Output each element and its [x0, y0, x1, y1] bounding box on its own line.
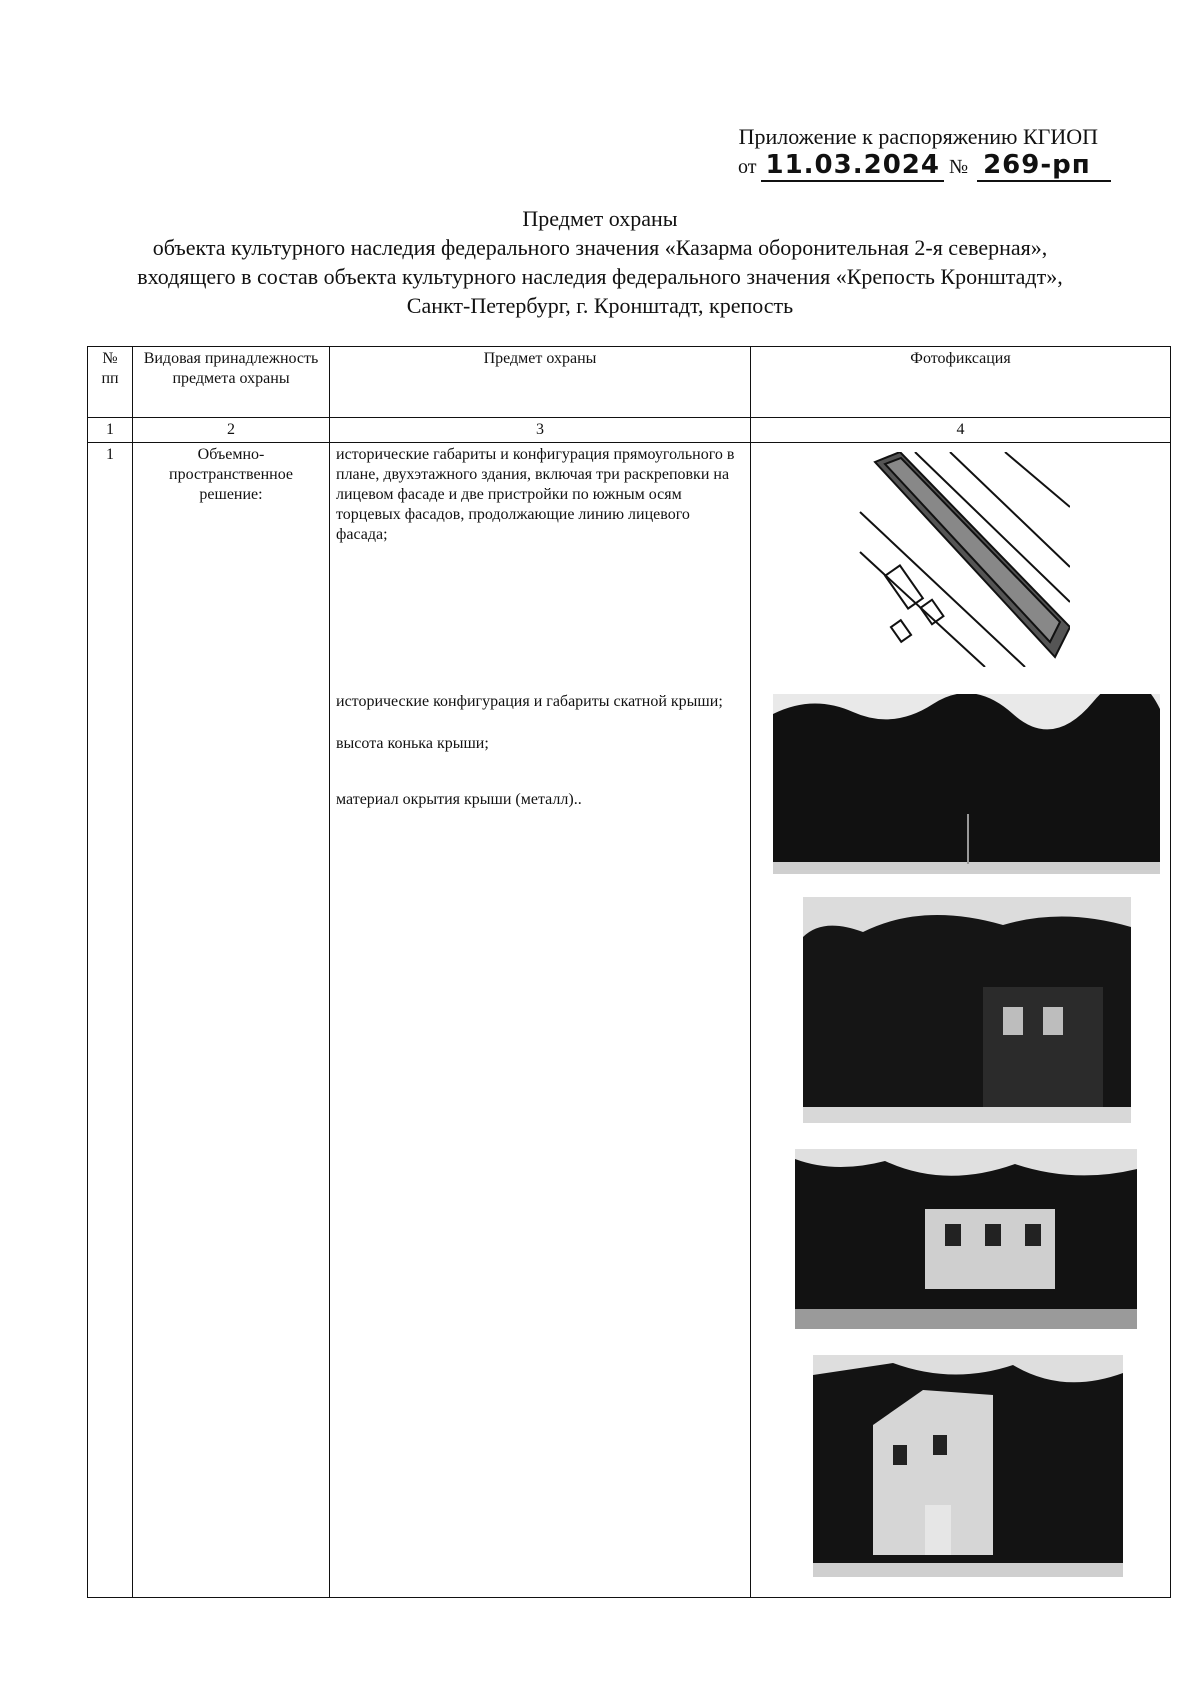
colnum-1: 1 — [88, 418, 133, 443]
table-header-row — [88, 347, 1171, 418]
site-plan-image — [855, 452, 1070, 667]
site-plan-icon — [855, 452, 1070, 667]
photo-icon — [773, 694, 1160, 874]
subject-item-1: исторические габариты и конфигурация прямоугольного в плане, двухэтажного здания, включая три раскреповки на лицевом фасаде и две пристройки по южным осям торцевых фасадов, продолжающие линию лицевого фасада; — [336, 446, 735, 543]
title-line-2: объекта культурного наследия федерального значения «Казарма оборонительная 2-я северная», — [152, 235, 1048, 260]
photo-icon — [803, 897, 1131, 1123]
title-line-4: Санкт-Петербург, г. Кронштадт, крепость — [406, 293, 794, 318]
colnum-3: 3 — [330, 418, 751, 443]
title-line-1: Предмет охраны — [522, 206, 678, 231]
header-num: № пп — [88, 347, 133, 418]
column-number-row — [88, 418, 1171, 443]
colnum-4: 4 — [751, 418, 1171, 443]
number-prefix: № — [948, 156, 969, 178]
subject-item-4: материал окрытия крыши (металл).. — [336, 791, 582, 808]
header-photo: Фотофиксация — [751, 347, 1171, 418]
subject-item-2: исторические конфигурация и габариты скатной крыши; — [336, 693, 723, 710]
roof-photo-1 — [773, 694, 1160, 874]
date-prefix: от — [738, 156, 757, 178]
subject-item-3: высота конька крыши; — [336, 735, 489, 752]
title-line-3: входящего в состав объекта культурного наследия федерального значения «Крепость Кронштадт», — [137, 264, 1063, 289]
order-number: 269-рп — [977, 150, 1111, 182]
header-subject: Предмет охраны — [330, 347, 751, 418]
header-category: Видовая принадлежность предмета охраны — [133, 347, 330, 418]
facade-photo-3 — [795, 1149, 1137, 1329]
facade-photo-4 — [813, 1355, 1123, 1577]
facade-photo-2 — [803, 897, 1131, 1123]
photo-icon — [813, 1355, 1123, 1577]
row-subject-cell — [330, 443, 751, 1598]
order-reference — [738, 150, 1111, 182]
row-num: 1 — [88, 443, 133, 1598]
annex-label: Приложение к распоряжению КГИОП — [738, 124, 1098, 149]
photo-icon — [795, 1149, 1137, 1329]
order-date: 11.03.2024 — [761, 150, 943, 182]
colnum-2: 2 — [133, 418, 330, 443]
row-category: Объемно-пространственное решение: — [133, 443, 330, 1598]
document-title — [0, 204, 1200, 320]
